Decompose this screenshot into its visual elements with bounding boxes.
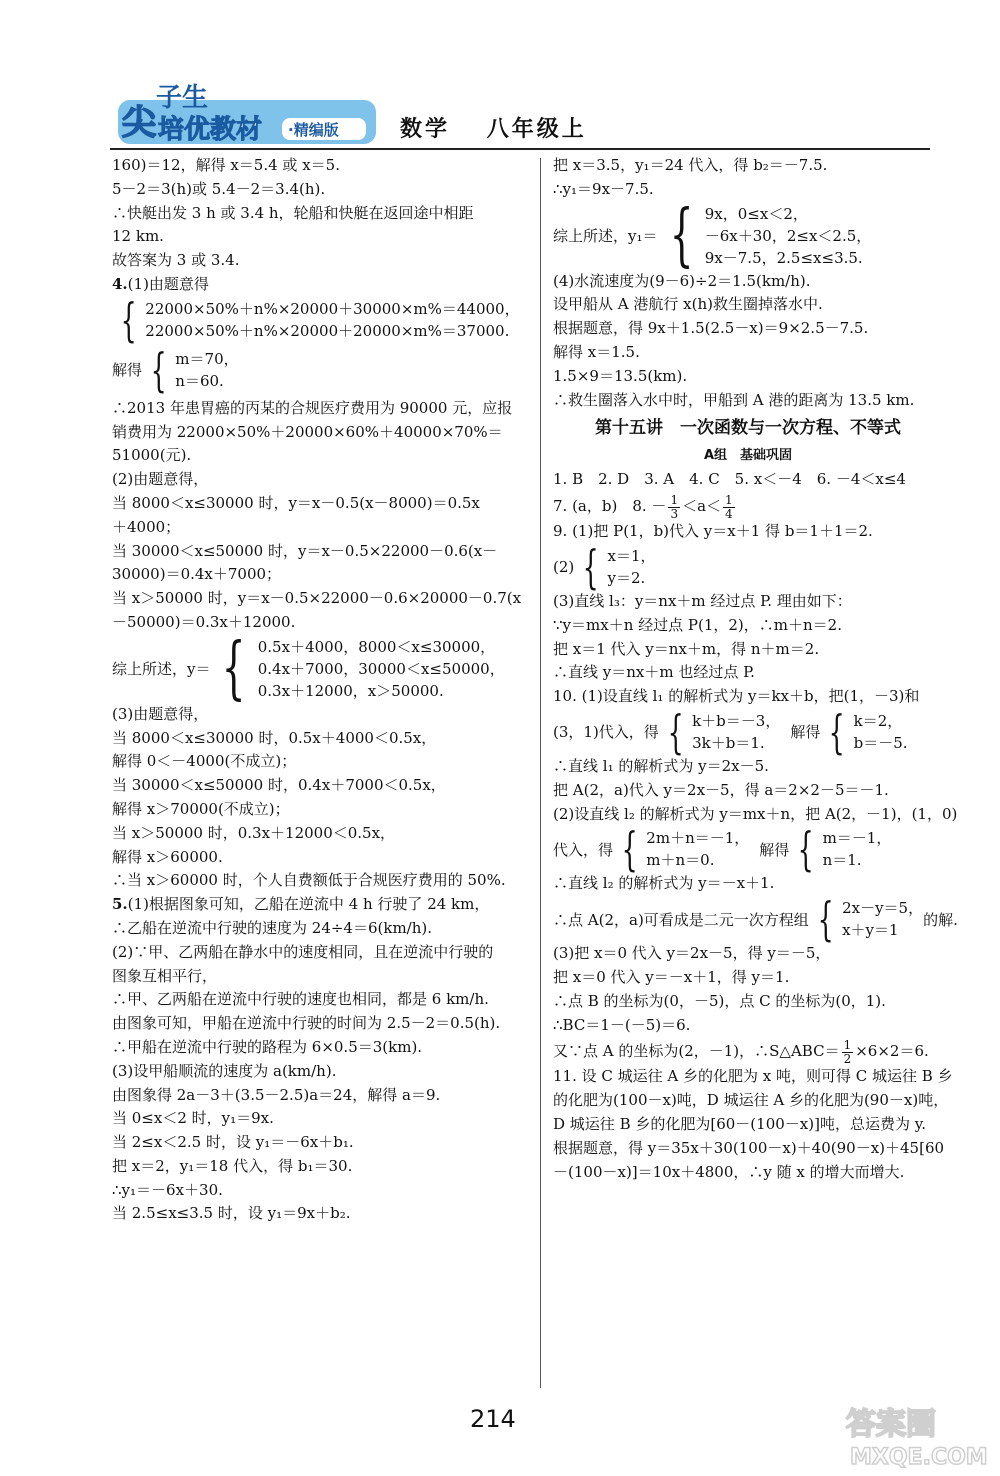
brace-icon: { (669, 195, 694, 275)
text-line: ∴乙船在逆流中行驶的速度为 24÷4＝6(km/h). (112, 918, 433, 937)
text-line: 把 x＝1 代入 y＝nx＋m，得 n＋m＝2. (553, 639, 820, 658)
text-line: ∴y₁＝9x－7.5. (553, 179, 654, 198)
text-line: －(100－x)]＝10x＋4800，∴y 随 x 的增大而增大. (553, 1162, 905, 1181)
text-line: 把 x＝0 代入 y＝－x＋1，得 y＝1. (553, 967, 790, 986)
right-column (553, 154, 958, 1184)
text-line: 由图象可知，甲船在逆流中行驶的时间为 2.5－2＝0.5(h). (112, 1014, 501, 1033)
page-header (110, 72, 910, 152)
brace-icon: { (582, 539, 599, 594)
text-line: 11. 设 C 城运往 A 乡的化肥为 x 吨，则可得 C 城运往 B 乡 (553, 1067, 953, 1086)
piecewise-summary: 综上所述，y＝ { 0.5x＋4000，8000＜x≤30000， 0.4x＋7000，30000＜x≤50000， 0.3x＋12000，x＞50000. (112, 628, 505, 708)
text-line: 51000(元). (112, 446, 192, 465)
text-line: ∴快艇出发 3 h 或 3.4 h，轮船和快艇在返回途中相距 (112, 203, 474, 222)
brace-icon: { (797, 822, 814, 877)
text-line: 30000)＝0.4x＋7000； (112, 565, 282, 584)
text-line: 设甲船从 A 港航行 x(h)救生圈掉落水中. (553, 295, 823, 314)
text-line: －50000)＝0.3x＋12000. (112, 612, 296, 631)
text-line: (2)∵甲、乙两船在静水中的速度相同，且在逆流中行驶的 (112, 942, 494, 961)
svg-text:培优教材: 培优教材 (158, 115, 263, 145)
text-line: 根据题意，得 9x＋1.5(2.5－x)＝9×2.5－7.5. (553, 319, 869, 338)
text-line: (3)把 x＝0 代入 y＝2x－5，得 y＝－5， (553, 944, 831, 963)
text-line: ∴2013 年患胃癌的丙某的合规医疗费用为 90000 元，应报 (112, 398, 513, 417)
svg-text:MXQE.COM: MXQE.COM (850, 1445, 988, 1470)
group-title: A组 基础巩固 (703, 448, 793, 464)
svg-text:答案圈: 答案圈 (846, 1407, 936, 1442)
text-line: 解得 0＜－4000(不成立)； (112, 752, 297, 771)
text-line: 当 x＞50000 时，0.3x＋12000＜0.5x， (112, 823, 396, 842)
text-line: 5－2＝3(h)或 5.4－2＝3.4(h). (112, 179, 326, 198)
page-number: 214 (470, 1405, 516, 1433)
text-line: 故答案为 3 或 3.4. (112, 251, 240, 270)
text-line: 10. (1)设直线 l₁ 的解析式为 y＝kx＋b，把(1，－3)和 (553, 687, 920, 706)
text-line: 当 x＞50000 时，y＝x－0.5×22000－0.6×20000－0.7(x (112, 589, 522, 608)
column-divider (540, 158, 541, 1388)
brace-icon: { (828, 704, 846, 759)
question-10-system-c: ∴点 A(2，a)可看成是二元一次方程组 { 2x－y＝5， x＋y＝1 的解. (553, 892, 958, 947)
brace-icon: { (667, 704, 684, 759)
text-line: 解得 x＞70000(不成立)； (112, 799, 290, 818)
brace-icon: { (120, 292, 137, 347)
left-column (112, 154, 522, 1226)
text-line: (2)设直线 l₂ 的解析式为 y＝mx＋n，把 A(2，－1)，(1，0) (553, 804, 958, 823)
svg-text:·精编版: ·精编版 (288, 121, 339, 139)
text-line: 销费用为 22000×50%＋20000×60%＋40000×70%＝ (112, 422, 503, 441)
text-line: ∴当 x＞60000 时，个人自费额低于合规医疗费用的 50%. (112, 871, 506, 890)
book-series-logo (110, 72, 382, 152)
text-line: ∴y₁＝－6x＋30. (112, 1180, 223, 1199)
header-rule (110, 148, 930, 150)
piecewise-summary: 综上所述，y₁＝ { 9x，0≤x＜2， －6x＋30，2≤x＜2.5， 9x－7.5，2.5≤x≤3.5. (553, 195, 872, 275)
text-line: 根据题意，得 y＝35x＋30(100－x)＋40(90－x)＋45[60 (553, 1138, 945, 1157)
text-line: 当 30000＜x≤50000 时，y＝x－0.5×22000－0.6(x－ (112, 541, 498, 560)
text-line: 把 A(2，a)代入 y＝2x－5，得 a＝2×2－5＝－1. (553, 780, 889, 799)
text-line: ∴救生圈落入水中时，甲船到 A 港的距离为 13.5 km. (553, 390, 915, 409)
text-line: ∴直线 l₂ 的解析式为 y＝－x＋1. (553, 874, 775, 893)
question-9-system: (2) { x＝1， y＝2. (553, 539, 656, 594)
text-line: D 城运往 B 乡的化肥为[60－(100－x)]吨，总运费为 y. (553, 1114, 926, 1133)
text-line: ∴BC＝1－(－5)＝6. (553, 1015, 691, 1034)
text-line: 9. (1)把 P(1，b)代入 y＝x＋1 得 b＝1＋1＝2. (553, 522, 873, 541)
text-line: 由图象得 2a－3＋(3.5－2.5)a＝24，解得 a＝9. (112, 1085, 441, 1104)
text-line: ∴点 B 的坐标为(0，－5)，点 C 的坐标为(0，1). (553, 991, 886, 1010)
text-line: 当 8000＜x≤30000 时，y＝x－0.5(x－8000)＝0.5x (112, 493, 480, 512)
text-line: (3)设甲船顺流的速度为 a(km/h). (112, 1061, 337, 1080)
text-line: 把 x＝3.5，y₁＝24 代入，得 b₂＝－7.5. (553, 156, 828, 174)
lecture-title: 第十五讲 一次函数与一次方程、不等式 (595, 418, 901, 439)
question-10-system-a: (3，1)代入，得 { k＋b＝－3， 3k＋b＝1. 解得 { k＝2， b＝－5. (553, 704, 908, 759)
brace-icon: { (817, 892, 834, 947)
text-line: ∴直线 l₁ 的解析式为 y＝2x－5. (553, 756, 769, 775)
text-line: 当 30000＜x≤50000 时，0.4x＋7000＜0.5x， (112, 776, 446, 795)
brace-icon: { (222, 628, 247, 708)
text-line: (3)由题意得， (112, 704, 209, 723)
text-line: ＋4000； (112, 517, 181, 536)
question-5-intro: 5.(1)根据图象可知，乙船在逆流中 4 h 行驶了 24 km， (112, 895, 490, 914)
fraction: $\frac{1}{2}$ (843, 1037, 852, 1066)
text-line: 1.5×9＝13.5(km). (553, 366, 688, 385)
answer-line: 1. B 2. D 3. A 4. C 5. x＜－4 6. －4＜x≤4 (553, 470, 906, 489)
text-line: 把 x＝2，y₁＝18 代入，得 b₁＝30. (112, 1156, 353, 1175)
svg-text:子生: 子生 (156, 83, 209, 113)
text-line: 图象互相平行， (112, 966, 218, 985)
text-line: 当 2≤x＜2.5 时，设 y₁＝－6x＋b₁. (112, 1133, 354, 1152)
text-line: 解得 x＞60000. (112, 847, 223, 866)
header-title (400, 112, 613, 143)
text-line: 当 8000＜x≤30000 时，0.5x＋4000＜0.5x， (112, 728, 437, 747)
text-line: ∴甲船在逆流中行驶的路程为 6×0.5＝3(km). (112, 1037, 423, 1056)
text-line: 的化肥为(100－x)吨，D 城运往 A 乡的化肥为(90－x)吨， (553, 1091, 949, 1110)
text-line: (2)由题意得， (112, 470, 209, 489)
svg-text:尖: 尖 (122, 103, 156, 143)
fraction: $\frac{1}{3}$ (670, 492, 679, 521)
answer-line-7-8: 7. (a，b) 8. － $\frac{1}{3}$ ＜a＜ $\frac{1}{4}$ (553, 492, 733, 521)
question-4-solution: 解得 { m＝70， n＝60. (112, 342, 239, 397)
text-line: ∵y＝mx＋n 经过点 P(1，2)，∴m＋n＝2. (553, 615, 842, 634)
text-line: ∴直线 y＝nx＋m 也经过点 P. (553, 663, 755, 682)
watermark-logo (840, 1400, 990, 1472)
text-line: 当 2.5≤x≤3.5 时，设 y₁＝9x＋b₂. (112, 1204, 351, 1223)
text-line: 12 km. (112, 227, 164, 246)
fraction: $\frac{1}{4}$ (725, 492, 733, 521)
subject-label: 数学 (400, 117, 451, 142)
grade-label: 八年级上 (486, 117, 587, 142)
question-4-system: { 22000×50%＋n%×20000＋30000×m%＝44000， 22000×50%＋n%×20000＋20000×m%＝37000. (120, 292, 520, 347)
brace-icon: { (150, 342, 167, 397)
brace-icon: { (621, 822, 638, 877)
text-line: (3)直线 l₃：y＝nx＋m 经过点 P. 理由如下： (553, 591, 852, 610)
text-line: 解得 x＝1.5. (553, 342, 640, 361)
area-line: 又∵点 A 的坐标为(2，－1)，∴S△ABC＝ $\frac{1}{2}$ ×6×2＝6. (553, 1037, 929, 1066)
text-line: ∴甲、乙两船在逆流中行驶的速度也相同，都是 6 km/h. (112, 990, 489, 1009)
question-4-intro: 4.(1)由题意得 (112, 274, 209, 293)
question-10-system-b: 代入，得 { 2m＋n＝－1， m＋n＝0. 解得 { m＝－1， n＝1. (553, 822, 892, 877)
text-line: 160)＝12，解得 x＝5.4 或 x＝5. (112, 156, 340, 174)
text-line: (4)水流速度为(9－6)÷2＝1.5(km/h). (553, 271, 811, 290)
text-line: 当 0≤x＜2 时，y₁＝9x. (112, 1109, 274, 1128)
